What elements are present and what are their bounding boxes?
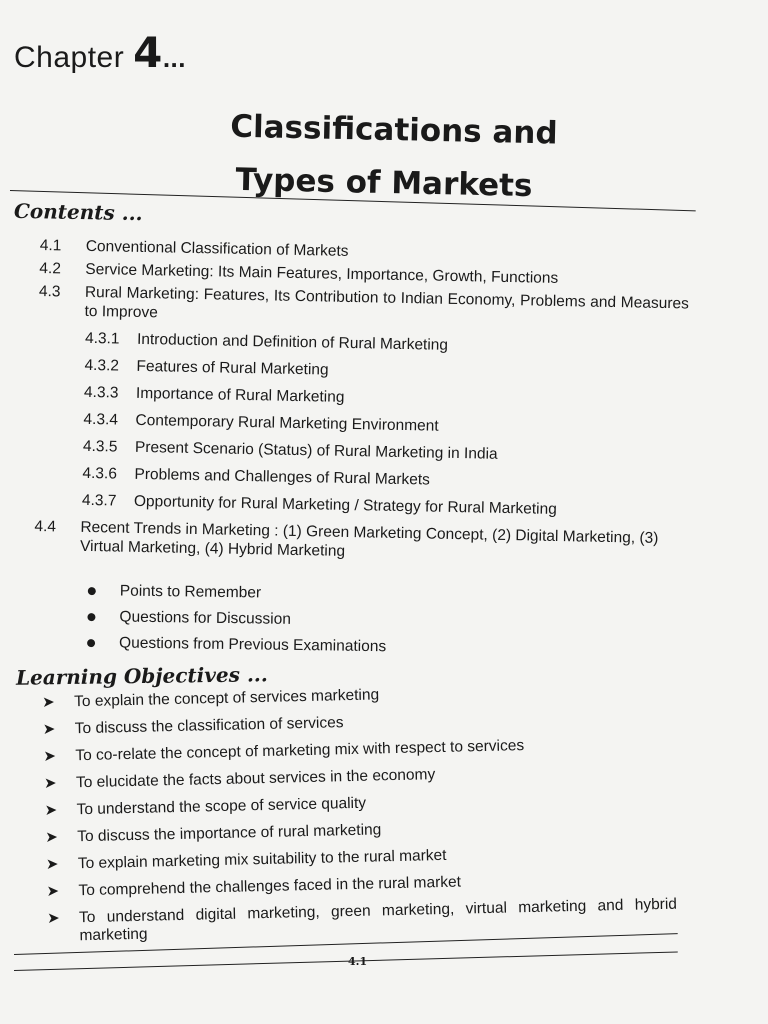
chapter-label — [14, 28, 186, 77]
toc-subitem-text: Introduction and Definition of Rural Marketing — [136, 330, 449, 354]
objective-text: To explain marketing mix suitability to the rural market — [77, 846, 447, 873]
list-item — [43, 734, 673, 766]
toc-subitem-text: Features of Rural Marketing — [136, 357, 329, 379]
bullet-text: Questions for Discussion — [119, 608, 291, 628]
learning-objectives-list — [42, 680, 678, 955]
list-item — [44, 761, 674, 793]
contents-list — [34, 236, 690, 567]
chapter-title-line-1: Classifications and — [229, 108, 559, 152]
list-item — [43, 707, 673, 739]
bullet-text: Points to Remember — [119, 582, 262, 602]
contents-heading: Contents ... — [13, 198, 143, 226]
bullet-icon — [88, 587, 96, 595]
toc-subitem-text: Importance of Rural Marketing — [135, 384, 345, 406]
toc-item-text: Rural Marketing: Features, Its Contribution to Indian Economy, Problems and Measures to Improve — [84, 283, 689, 322]
list-item — [47, 896, 678, 946]
arrow-bullet-icon: ➤ — [42, 720, 56, 738]
list-item — [44, 788, 674, 820]
arrow-bullet-icon: ➤ — [46, 882, 60, 900]
list-item — [46, 842, 676, 874]
toc-subitem-text: Contemporary Rural Marketing Environment — [135, 411, 439, 435]
objective-text: To understand digital marketing, green marketing, virtual marketing and hybrid marketing — [78, 895, 678, 945]
objective-text: To comprehend the challenges faced in the rural market — [78, 873, 462, 900]
toc-item-number: 4.4 — [34, 517, 57, 536]
bullet-icon — [87, 639, 95, 647]
arrow-bullet-icon: ➤ — [44, 801, 58, 819]
toc-item-number: 4.3 — [38, 282, 61, 301]
toc-item-text: Recent Trends in Marketing : (1) Green Marketing Concept, (2) Digital Marketing, (3) Virtual Marketing, (4) Hybrid Marketing — [79, 518, 659, 560]
toc-subitem-number: 4.3.4 — [83, 410, 119, 429]
objective-text: To explain the concept of services marketing — [73, 686, 380, 711]
toc-subitem-number: 4.3.3 — [83, 383, 119, 402]
list-item — [45, 815, 675, 847]
page-number: 4.1 — [348, 955, 368, 968]
objective-text: To understand the scope of service quality — [76, 794, 367, 819]
arrow-bullet-icon: ➤ — [45, 855, 59, 873]
list-item — [83, 630, 386, 660]
toc-item-text: Service Marketing: Its Main Features, Importance, Growth, Functions — [85, 260, 559, 287]
arrow-bullet-icon: ➤ — [43, 774, 57, 792]
toc-subitem-number: 4.3.1 — [84, 329, 120, 348]
toc-subitem-number: 4.3.6 — [82, 464, 118, 483]
objective-text: To discuss the importance of rural marketing — [77, 821, 382, 846]
arrow-bullet-icon: ➤ — [43, 747, 57, 765]
toc-item-number: 4.1 — [39, 236, 62, 255]
chapter-number: 4 — [133, 28, 163, 77]
objective-text: To co-relate the concept of marketing mix with respect to services — [75, 737, 525, 765]
toc-item-number: 4.2 — [39, 259, 62, 278]
toc-subitem-number: 4.3.7 — [81, 491, 117, 510]
toc-subitem-text: Opportunity for Rural Marketing / Strategy for Rural Marketing — [133, 492, 557, 518]
chapter-word: Chapter — [14, 41, 125, 74]
objective-text: To elucidate the facts about services in the economy — [75, 766, 436, 792]
toc-subitem-number: 4.3.2 — [84, 356, 120, 375]
toc-subitem-number: 4.3.5 — [82, 437, 118, 456]
arrow-bullet-icon: ➤ — [42, 693, 55, 711]
toc-subitem-text: Problems and Challenges of Rural Markets — [134, 465, 431, 489]
arrow-bullet-icon: ➤ — [45, 828, 59, 846]
toc-subitem-text: Present Scenario (Status) of Rural Marketing in India — [134, 438, 498, 463]
chapter-title-line-2: Types of Markets — [235, 161, 533, 205]
chapter-ellipsis: ... — [162, 43, 186, 73]
bullet-text: Questions from Previous Examinations — [118, 634, 387, 656]
learning-objectives-heading: Learning Objectives ... — [15, 662, 268, 690]
toc-item-text: Conventional Classification of Markets — [85, 237, 349, 260]
contents-bullet-list — [83, 578, 387, 660]
footer-rule-bottom — [14, 951, 678, 971]
bullet-icon — [87, 613, 95, 621]
objective-text: To discuss the classification of services — [74, 714, 344, 738]
arrow-bullet-icon: ➤ — [46, 909, 60, 927]
list-item — [46, 869, 676, 901]
